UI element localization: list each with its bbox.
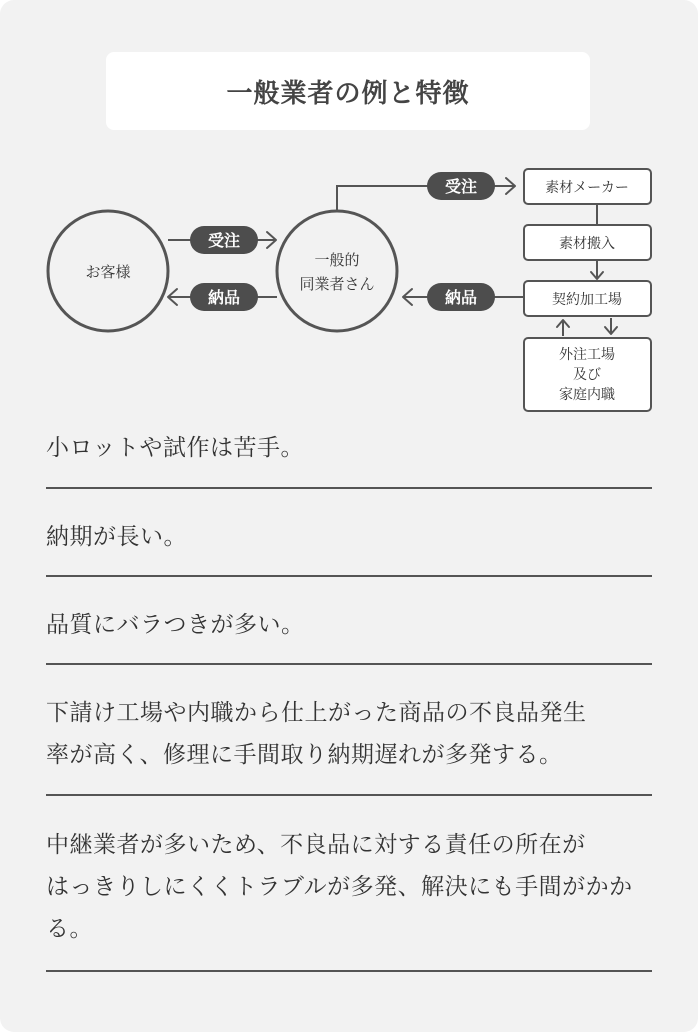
outsource-label-line1: 外注工場 — [559, 347, 615, 363]
feature-text-line: 下請け工場や内職から仕上がった商品の不良品発生 — [46, 700, 587, 726]
factory-label: 契約加工場 — [552, 292, 622, 308]
outsource-label-line3: 家庭内職 — [559, 387, 615, 403]
feature-item — [46, 516, 652, 577]
maker-label: 素材メーカー — [545, 180, 629, 196]
feature-text-line: 納期が長い。 — [46, 524, 187, 550]
feature-item — [46, 824, 652, 972]
dealer-label-line2: 同業者さん — [299, 275, 375, 293]
feature-text-line: 小ロットや試作は苦手。 — [46, 435, 305, 461]
feature-item — [46, 427, 652, 489]
feature-text-line: 率が高く、修理に手間取り納期遅れが多発する。 — [46, 742, 563, 768]
title-box — [106, 52, 590, 130]
feature-item — [46, 604, 652, 665]
supply-flow-diagram — [0, 150, 698, 420]
feature-text-line: 中継業者が多いため、不良品に対する責任の所在が — [46, 832, 586, 858]
feature-text-line: る。 — [46, 916, 93, 942]
deliver-label-2: 納品 — [444, 288, 478, 307]
dealer-node — [277, 211, 397, 331]
outsource-label-line2: 及び — [573, 367, 601, 383]
page-title: 一般業者の例と特徴 — [226, 78, 470, 109]
customer-label: お客様 — [85, 263, 131, 281]
deliver-label-1: 納品 — [207, 288, 241, 307]
carry-in-label: 素材搬入 — [559, 236, 615, 252]
feature-item — [46, 692, 652, 796]
order-label-2: 受注 — [444, 177, 478, 196]
feature-text-line: はっきりしにくくトラブルが多発、解決にも手間がかか — [46, 874, 633, 900]
dealer-label-line1: 一般的 — [314, 251, 360, 269]
order-label-1: 受注 — [207, 231, 241, 250]
feature-text-line: 品質にバラつきが多い。 — [46, 612, 305, 638]
